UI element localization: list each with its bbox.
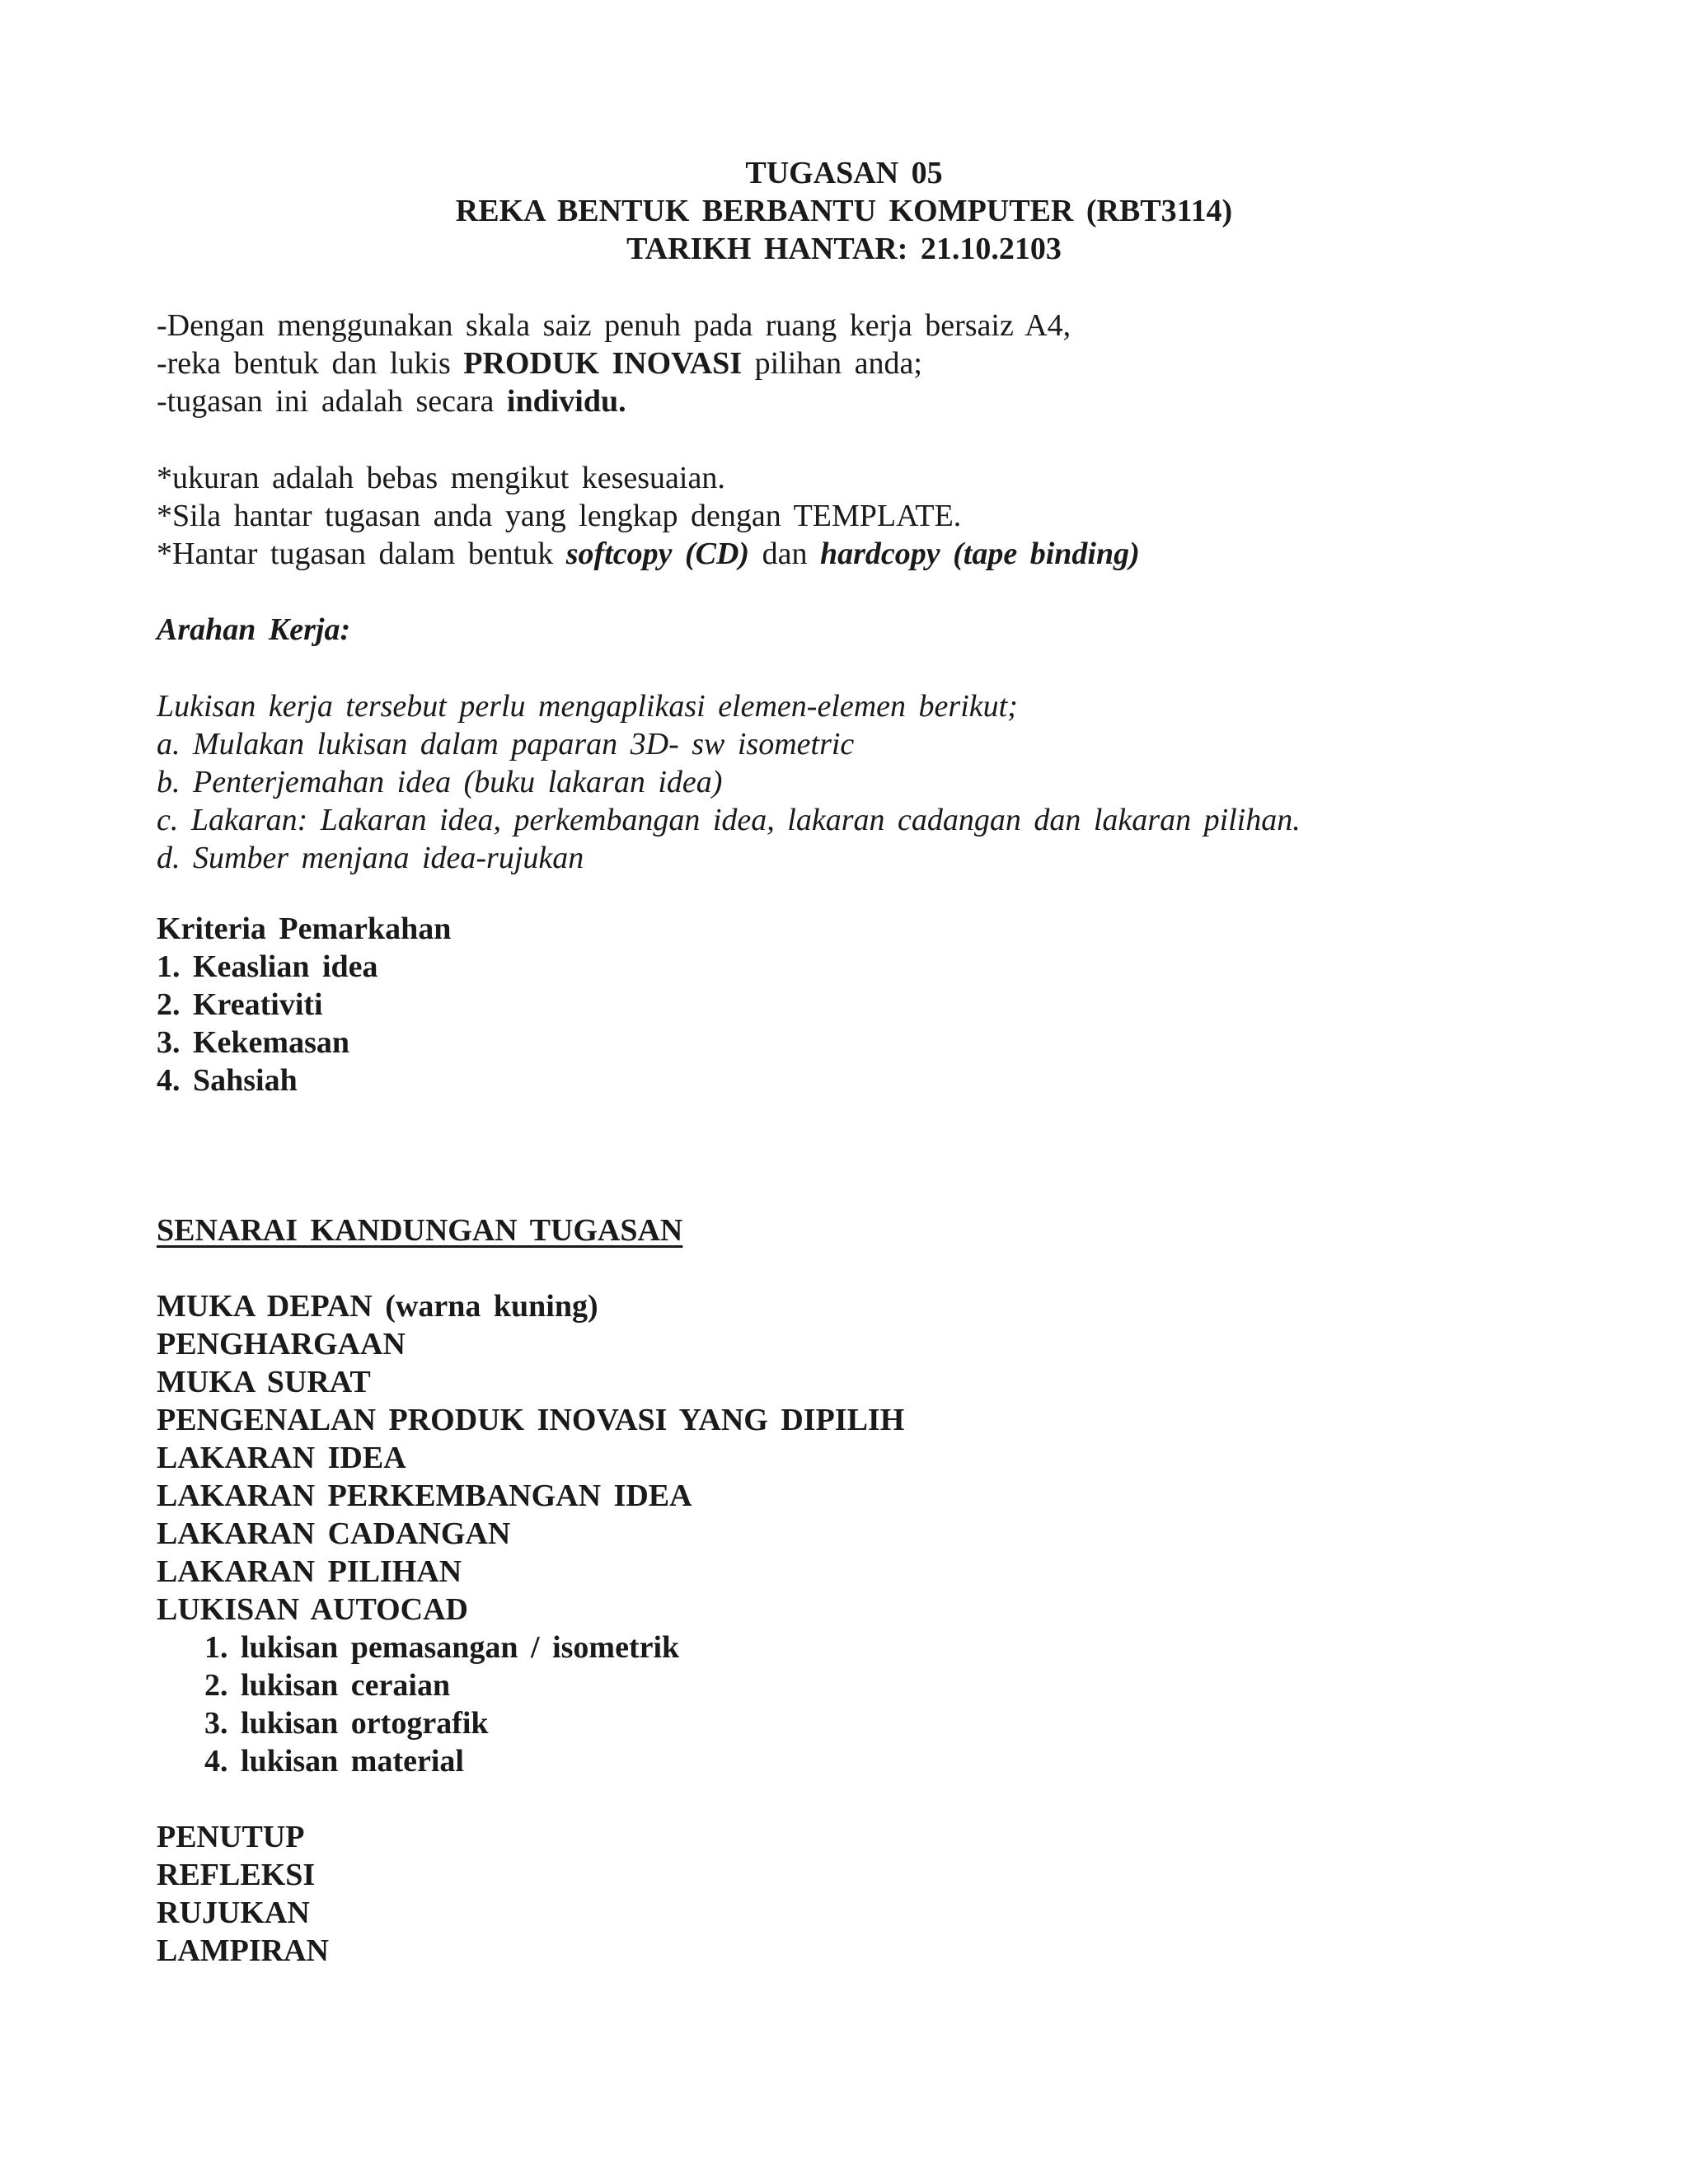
arahan-item: c. Lakaran: Lakaran idea, perkembangan idea, lakaran cadangan dan lakaran pilihan. bbox=[157, 803, 1301, 837]
kandungan-heading: SENARAI KANDUNGAN TUGASAN bbox=[157, 1213, 683, 1248]
instruction-emphasis: individu. bbox=[506, 384, 626, 419]
kandungan-item: PENGHARGAAN bbox=[157, 1327, 406, 1361]
kandungan-item: PENGENALAN PRODUK INOVASI YANG DIPILIH bbox=[157, 1403, 905, 1437]
kandungan-item: LAKARAN IDEA bbox=[157, 1441, 406, 1475]
instruction-text: pilihan anda; bbox=[742, 346, 922, 381]
header-course: REKA BENTUK BERBANTU KOMPUTER (RBT3114) bbox=[455, 194, 1233, 228]
kandungan-item: LAKARAN CADANGAN bbox=[157, 1516, 511, 1551]
note-line-2: *Sila hantar tugasan anda yang lengkap dengan TEMPLATE. bbox=[157, 499, 962, 533]
kriteria-heading: Kriteria Pemarkahan bbox=[157, 912, 452, 946]
instruction-line-2 bbox=[157, 344, 922, 382]
instruction-text: -tugasan ini adalah secara bbox=[157, 384, 507, 419]
kandungan-closing-item: LAMPIRAN bbox=[157, 1933, 329, 1968]
header-title: TUGASAN 05 bbox=[745, 156, 943, 190]
note-emphasis: hardcopy (tape binding) bbox=[819, 537, 1140, 571]
kandungan-closing-item: REFLEKSI bbox=[157, 1858, 316, 1892]
kriteria-item: 4. Sahsiah bbox=[157, 1063, 298, 1098]
kandungan-item: MUKA DEPAN (warna kuning) bbox=[157, 1289, 598, 1324]
kandungan-item: MUKA SURAT bbox=[157, 1365, 371, 1399]
kandungan-item: LUKISAN AUTOCAD bbox=[157, 1592, 468, 1627]
kandungan-item: LAKARAN PERKEMBANGAN IDEA bbox=[157, 1479, 692, 1513]
kandungan-subitem: 1. lukisan pemasangan / isometrik bbox=[204, 1630, 680, 1665]
note-text: *Hantar tugasan dalam bentuk bbox=[157, 537, 566, 571]
arahan-item: b. Penterjemahan idea (buku lakaran idea) bbox=[157, 765, 723, 799]
instruction-text: -reka bentuk dan lukis bbox=[157, 346, 464, 381]
kandungan-subitem: 4. lukisan material bbox=[204, 1744, 464, 1779]
kriteria-item: 1. Keaslian idea bbox=[157, 949, 378, 984]
arahan-intro: Lukisan kerja tersebut perlu mengaplikasi elemen-elemen berikut; bbox=[157, 689, 1018, 724]
arahan-item: d. Sumber menjana idea-rujukan bbox=[157, 841, 584, 875]
header-date: TARIKH HANTAR: 21.10.2103 bbox=[626, 232, 1062, 266]
note-emphasis: softcopy (CD) bbox=[565, 537, 750, 571]
arahan-item: a. Mulakan lukisan dalam paparan 3D- sw isometric bbox=[157, 727, 855, 762]
note-text: dan bbox=[749, 537, 820, 571]
note-line-3 bbox=[157, 535, 1140, 573]
kandungan-closing-item: PENUTUP bbox=[157, 1820, 305, 1854]
kriteria-item: 2. Kreativiti bbox=[157, 987, 323, 1022]
instruction-line-3 bbox=[157, 382, 626, 420]
kandungan-subitem: 3. lukisan ortografik bbox=[204, 1706, 489, 1741]
arahan-heading: Arahan Kerja: bbox=[157, 612, 351, 647]
kriteria-item: 3. Kekemasan bbox=[157, 1025, 349, 1060]
note-line-1: *ukuran adalah bebas mengikut kesesuaian. bbox=[157, 461, 725, 495]
instruction-line-1: -Dengan menggunakan skala saiz penuh pada ruang kerja bersaiz A4, bbox=[157, 308, 1071, 343]
instruction-emphasis: PRODUK INOVASI bbox=[463, 346, 743, 381]
kandungan-item: LAKARAN PILIHAN bbox=[157, 1554, 462, 1589]
kandungan-closing-item: RUJUKAN bbox=[157, 1896, 310, 1930]
kandungan-subitem: 2. lukisan ceraian bbox=[204, 1668, 451, 1703]
